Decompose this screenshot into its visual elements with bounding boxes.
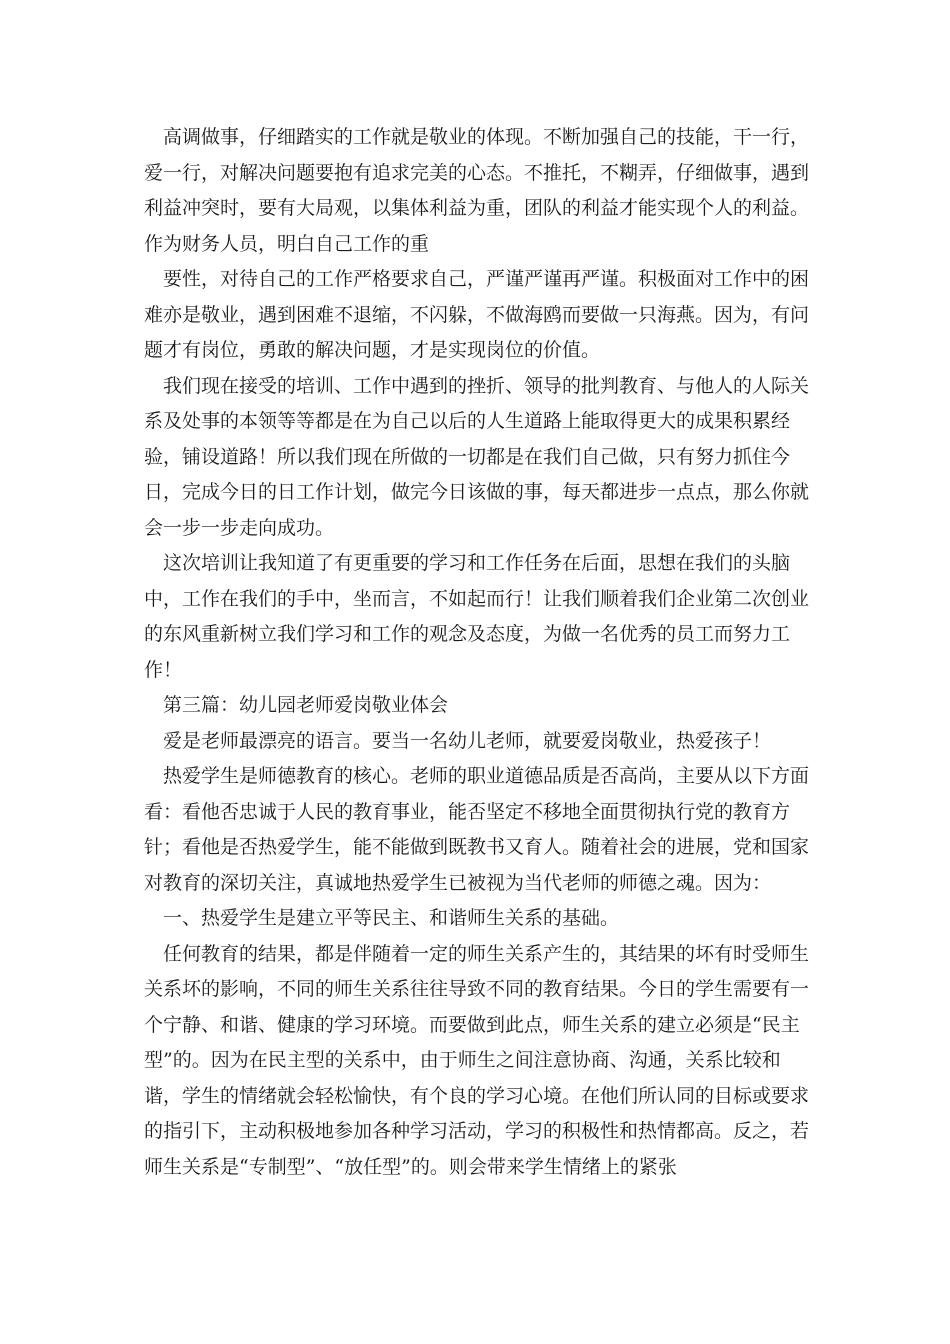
paragraph-training-conclusion: 这次培训让我知道了有更重要的学习和工作任务在后面，思想在我们的头脑中，工作在我们的手中，坐而言，不如起而行！让我们顺着我们企业第二次创业的东风重新树立我们学习和工作的观念及态度，为做一名优秀的员工而努力工作！ — [144, 552, 810, 681]
section-heading: 第三篇：幼儿园老师爱岗敬业体会 — [163, 694, 449, 716]
paragraph-training-experience: 我们现在接受的培训、工作中遇到的挫折、领导的批判教育、与他人的人际关系及处事的本领等等都是在为自己以后的人生道路上能取得更大的成果积累经验，铺设道路！所以我们现在所做的一切都是在我们自己做，只有努力抓住今日，完成今日的日工作计划，做完今日该做的事，每天都进步一点点，那么你就会一步一步走向成功。 — [144, 374, 810, 539]
paragraph-point-one: 一、热爱学生是建立平等民主、和谐师生关系的基础。 — [163, 907, 620, 929]
paragraph-job-importance: 要性，对待自己的工作严格要求自己，严谨严谨再严谨。积极面对工作中的困难亦是敬业，遇到困难不退缩，不闪躲，不做海鸥而要做一只海燕。因为，有问题才有岗位，勇敢的解决问题，才是实现岗位的价值。 — [144, 268, 810, 361]
document-body — [144, 120, 814, 1185]
paragraph-ethics-core: 热爱学生是师德教育的核心。老师的职业道德品质是否高尚，主要从以下方面看：看他否忠诚于人民的教育事业，能否坚定不移地全面贯彻执行党的教育方针；看他是否热爱学生，能不能做到既教书又育人。随着社会的进展，党和国家对教育的深切关注，真诚地热爱学生已被视为当代老师的师德之魂。因为： — [144, 765, 810, 894]
paragraph-teacher-love: 爱是老师最漂亮的语言。要当一名幼儿老师，就要爱岗敬业，热爱孩子！ — [163, 729, 772, 752]
paragraph-teacher-student-relationship: 任何教育的结果，都是伴随着一定的师生关系产生的，其结果的坏有时受师生关系坏的影响，不同的师生关系往往导致不同的教育结果。今日的学生需要有一个宁静、和谐、健康的学习环境。而要做到此点，师生关系的建立必须是“民主型”的。因为在民主型的关系中，由于师生之间注意协商、沟通，关系比较和谐，学生的情绪就会轻松愉快，有个良的学习心境。在他们所认同的目标或要求的指引下，主动积极地参加各种学习活动，学习的积极性和热情都高。反之，若师生关系是“专制型”、“放任型”的。则会带来学生情绪上的紧张 — [144, 942, 810, 1178]
paragraph-dedication-attitude: 高调做事，仔细踏实的工作就是敬业的体现。不断加强自己的技能，干一行，爱一行，对解决问题要抱有追求完美的心态。不推托，不糊弄，仔细做事，遇到利益冲突时，要有大局观，以集体利益为重，团队的利益才能实现个人的利益。作为财务人员，明白自己工作的重 — [144, 126, 810, 255]
